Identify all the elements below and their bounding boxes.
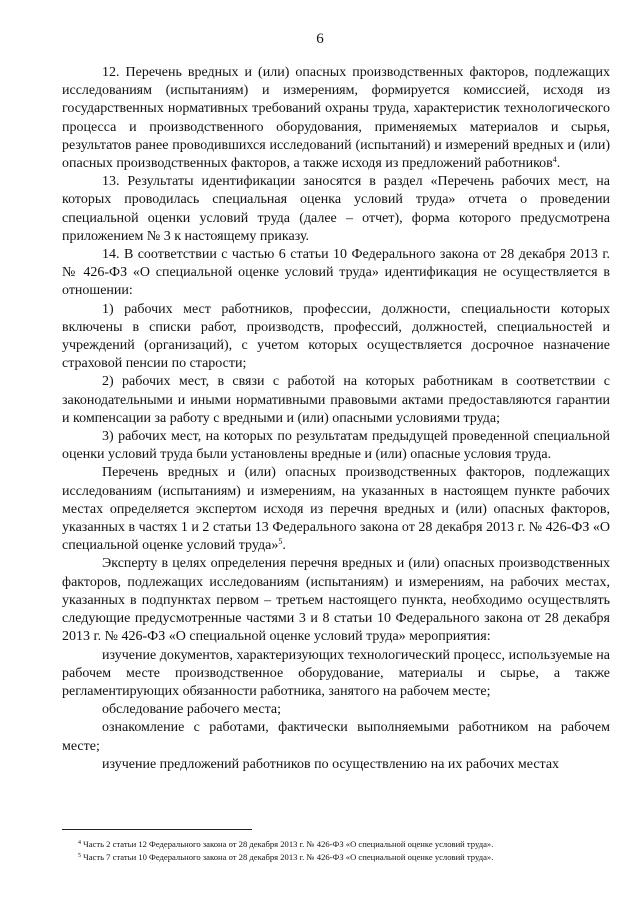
page-number: 6 <box>316 31 324 47</box>
measure-familiarization: ознакомление с работами, фактически выполняемыми работником на рабочем месте; <box>62 720 610 754</box>
list-item-2: 2) рабочих мест, в связи с работой на которых работникам в соответствии с законодательными и иными нормативными правовыми актами предоставляются гарантии и компенсации за работу с вредными и (или) опасными условиями труда; <box>62 374 610 426</box>
measure-inspection: обследование рабочего места; <box>102 702 281 718</box>
footnote: $^4$ Часть 2 статьи 12 Федерального закона от 28 декабря 2013 г. № 426-ФЗ «О специальной оценке условий труда». <box>78 839 494 849</box>
paragraph-13: 13. Результаты идентификации заносятся в раздел «Перечень рабочих мест, на которых проводилась специальная оценка условий труда» отчета о проведении специальной оценки условий труда (далее – отчет), форма которого предусмотрена приложением № 3 к настоящему приказу. <box>62 174 610 244</box>
measure-proposals: изучение предложений работников по осуществлению на их рабочих местах <box>102 756 560 772</box>
measure-documents: изучение документов, характеризующих технологический процесс, используемые на рабочем месте производственное оборудование, материалы и сырье, а также регламентирующих обязанности работника, занятого на рабочем месте; <box>62 647 610 699</box>
list-item-3: 3) рабочих мест, на которых по результатам предыдущей проведенной специальной оценки условий труда были установлены вредные и (или) опасные условия труда. <box>62 429 610 463</box>
body-text <box>62 64 610 774</box>
paragraph-14: 14. В соответствии с частью 6 статьи 10 Федерального закона от 28 декабря 2013 г. № 426-ФЗ «О специальной оценке условий труда» идентификация не осуществляется в отношении: <box>62 247 610 299</box>
footnote-ref: 4 <box>552 155 557 165</box>
footnote-divider <box>62 829 252 830</box>
footnote: $^5$ Часть 7 статьи 10 Федерального закона от 28 декабря 2013 г. № 426-ФЗ «О специальной оценке условий труда». <box>78 852 494 862</box>
footnote-ref: 5 <box>278 537 283 547</box>
paragraph-expert-measures: Эксперту в целях определения перечня вредных и (или) опасных производственных факторов, подлежащих исследованиям (испытаниям) и измерениям, на рабочих местах, указанных в подпунктах первом – третьем настоящего пункта, необходимо осуществлять следующие предусмотренные частями 3 и 8 статьи 10 Федерального закона от 28 декабря 2013 г. № 426-ФЗ «О специальной оценке условий труда» мероприятия: <box>62 556 610 645</box>
paragraph-12: 12. Перечень вредных и (или) опасных производственных факторов, подлежащих исследованиям (испытаниям) и измерениям, формируется комиссией, исходя из государственных нормативных требований охраны труда, характеристик технологического процесса и производственного оборудования, применяемых материалов и сырья, результатов ранее проводившихся исследований (испытаний) и измерений вредных и (или) опасных производственных факторов, а также исходя из предложений работников$^4$. <box>62 65 610 172</box>
footnotes <box>62 838 610 864</box>
paragraph-factor-list: Перечень вредных и (или) опасных производственных факторов, подлежащих исследованиям (испытаниям) и измерениям, на указанных в настоящем пункте рабочих местах определяется экспертом исходя из перечня вредных и (или) опасных факторов, указанных в частях 1 и 2 статьи 13 Федерального закона от 28 декабря 2013 г. № 426-ФЗ «О специальной оценке условий труда»$^5$. <box>62 465 610 554</box>
list-item-1: 1) рабочих мест работников, профессии, должности, специальности которых включены в списки работ, производств, профессий, должностей, специальностей и учреждений (организаций), с учетом которых осуществляется досрочное назначение страховой пенсии по старости; <box>62 301 610 372</box>
